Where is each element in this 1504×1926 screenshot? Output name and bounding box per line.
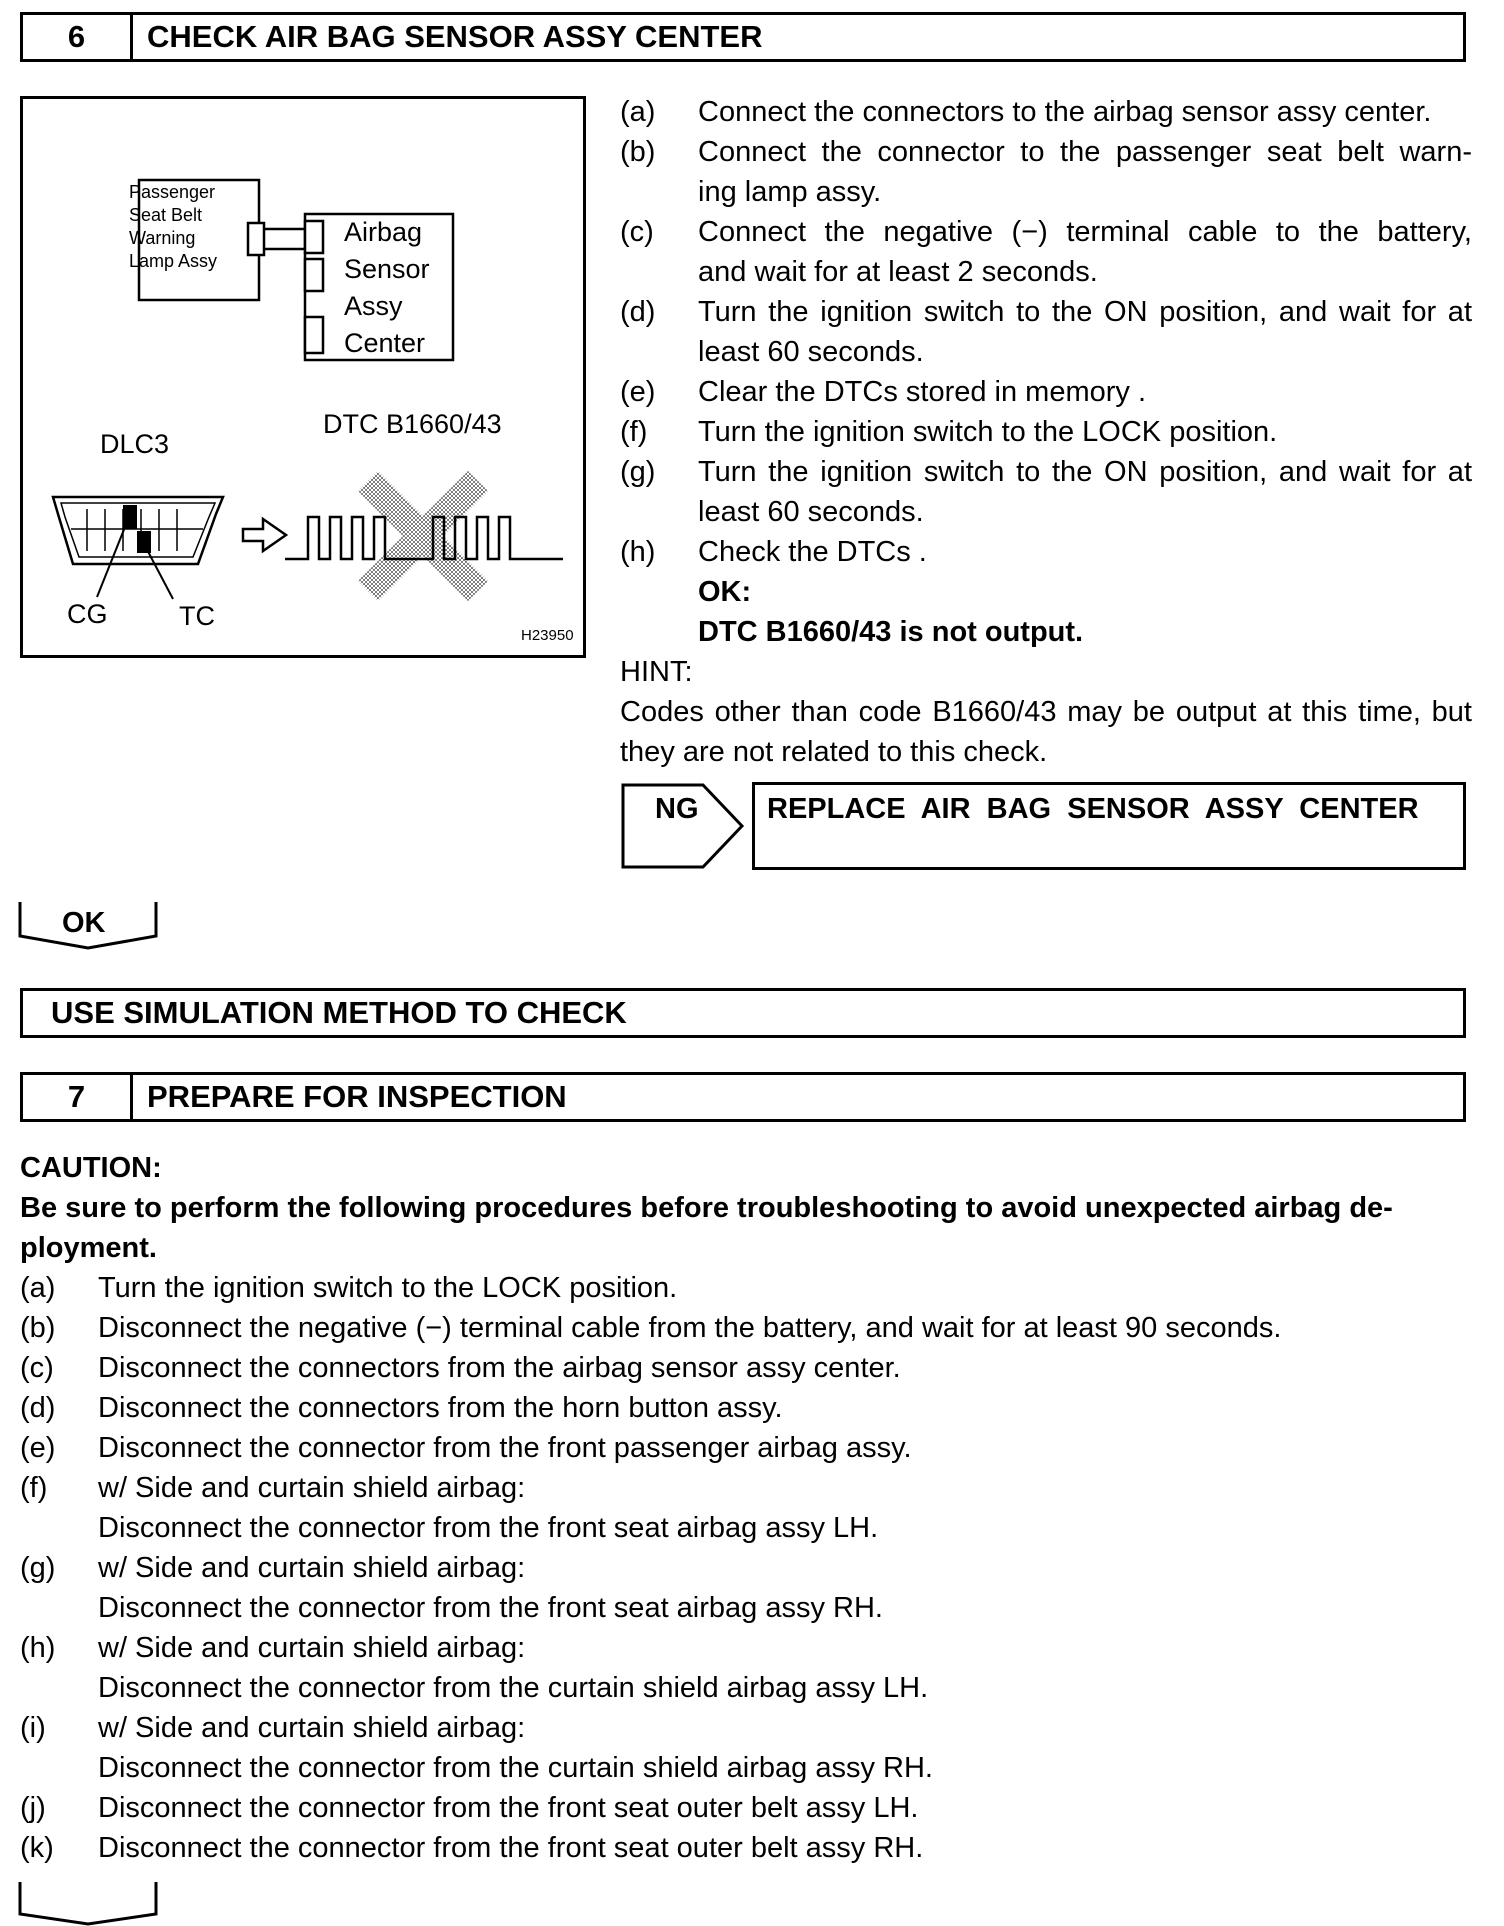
step-label: (h) (620, 536, 656, 568)
step-text: Disconnect the connector from the curtain shield airbag assy LH. (98, 1672, 929, 1704)
step-text: and wait for at least 2 seconds. (698, 256, 1098, 288)
hint-line-2: they are not related to this check. (620, 736, 1048, 768)
step-title: CHECK AIR BAG SENSOR ASSY CENTER (147, 19, 763, 54)
step-label: (f) (620, 416, 648, 448)
dlc3-label: DLC3 (100, 429, 170, 459)
step-text: w/ Side and curtain shield airbag: (98, 1472, 526, 1504)
step-label: (k) (20, 1832, 54, 1864)
step-text: Disconnect the connector from the front passenger airbag assy. (98, 1432, 912, 1464)
hint-line-1: Codes other than code B1660/43 may be output at this time, but (620, 696, 1472, 728)
ok-arrow-label: OK (62, 907, 106, 939)
step-label: (a) (20, 1272, 56, 1304)
step-text: Turn the ignition switch to the ON position, and wait for at (698, 296, 1472, 328)
step-label: (c) (20, 1352, 54, 1384)
step-label: (h) (20, 1632, 56, 1664)
step-text: Clear the DTCs stored in memory . (698, 376, 1147, 408)
step-label: (i) (20, 1712, 46, 1744)
step-text: least 60 seconds. (698, 496, 924, 528)
seat-belt-lamp-label: Passenger Seat Belt Warning Lamp Assy (129, 182, 218, 271)
ok-criterion-text: DTC B1660/43 is not output. (698, 616, 1084, 648)
step-label: (c) (620, 216, 654, 248)
cross-out-mark (358, 471, 488, 601)
connection-figure (20, 96, 586, 658)
step-label: (e) (620, 376, 656, 408)
ok-criterion-label: OK: (698, 576, 752, 608)
step-label: (g) (20, 1552, 56, 1584)
step-text: Disconnect the connector from the front seat outer belt assy RH. (98, 1832, 924, 1864)
step-text: least 60 seconds. (698, 336, 924, 368)
ng-label: NG (655, 793, 699, 825)
step-text: w/ Side and curtain shield airbag: (98, 1712, 526, 1744)
caution-label: CAUTION: (20, 1152, 162, 1184)
dtc-label: DTC B1660/43 (323, 409, 502, 439)
step-title: PREPARE FOR INSPECTION (147, 1079, 567, 1114)
step-label: (a) (620, 96, 656, 128)
step-text: Turn the ignition switch to the LOCK position. (698, 416, 1278, 448)
cg-label: CG (67, 599, 108, 629)
step-label: (j) (20, 1792, 46, 1824)
step7-header (20, 1072, 1466, 1122)
caution-line-2: ployment. (20, 1232, 157, 1264)
step-text: Disconnect the connector from the front seat outer belt assy LH. (98, 1792, 919, 1824)
step-text: Disconnect the connector from the curtain shield airbag assy RH. (98, 1752, 933, 1784)
step-text: Disconnect the connectors from the airbag sensor assy center. (98, 1352, 901, 1384)
step-label: (b) (20, 1312, 56, 1344)
step-text: Disconnect the negative (−) terminal cable from the battery, and wait for at least 90 seconds. (98, 1312, 1282, 1344)
step-text: Disconnect the connector from the front seat airbag assy RH. (98, 1592, 883, 1624)
step-label: (g) (620, 456, 656, 488)
step-text: w/ Side and curtain shield airbag: (98, 1632, 526, 1664)
step-text: Turn the ignition switch to the LOCK position. (98, 1272, 678, 1304)
step-label: (f) (20, 1472, 48, 1504)
step-text: Turn the ignition switch to the ON position, and wait for at (698, 456, 1472, 488)
tc-label: TC (179, 601, 215, 631)
step-text: ing lamp assy. (698, 176, 882, 208)
figure-code: H23950 (521, 627, 574, 644)
step6-header (20, 12, 1466, 62)
right-arrow-icon (243, 519, 286, 551)
step-text: Disconnect the connector from the front seat airbag assy LH. (98, 1512, 879, 1544)
step-text: Check the DTCs . (698, 536, 927, 568)
continue-arrow-icon (18, 1880, 158, 1926)
caution-line-1: Be sure to perform the following procedures before troubleshooting to avoid unexpected airbag de- (20, 1192, 1393, 1224)
ng-action-box: REPLACE AIR BAG SENSOR ASSY CENTER (752, 782, 1466, 870)
step-text: Connect the connector to the passenger seat belt warn- (698, 136, 1472, 168)
hint-label: HINT: (620, 656, 693, 688)
figure-drawing (23, 99, 583, 655)
step-text: Connect the connectors to the airbag sensor assy center. (698, 96, 1432, 128)
airbag-sensor-label: Airbag Sensor Assy Center (344, 217, 430, 358)
step-label: (b) (620, 136, 656, 168)
step-text: Connect the negative (−) terminal cable to the battery, (698, 216, 1472, 248)
step-number: 7 (23, 1075, 133, 1119)
step-text: Disconnect the connectors from the horn button assy. (98, 1392, 783, 1424)
simulation-header: USE SIMULATION METHOD TO CHECK (20, 988, 1466, 1038)
step-label: (d) (20, 1392, 56, 1424)
step-text: w/ Side and curtain shield airbag: (98, 1552, 526, 1584)
step-label: (e) (20, 1432, 56, 1464)
step-number: 6 (23, 15, 133, 59)
step-label: (d) (620, 296, 656, 328)
